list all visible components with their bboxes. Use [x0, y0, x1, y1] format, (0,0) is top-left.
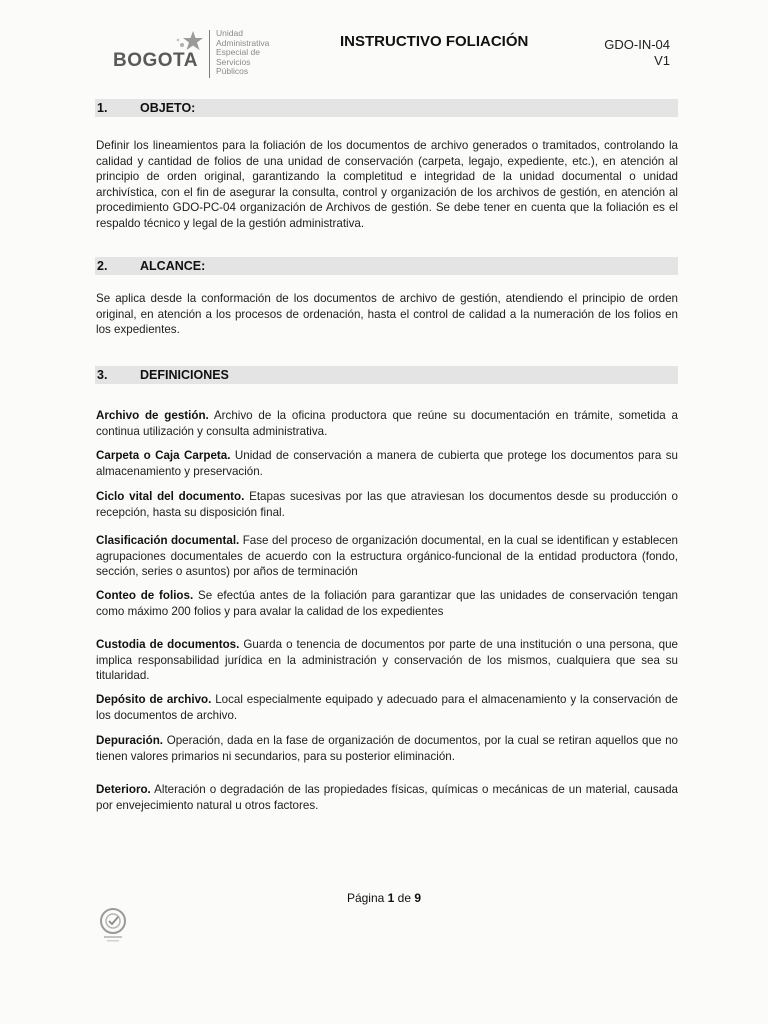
- definition-conteo-de-folios: [96, 588, 678, 619]
- definition-text: Fase del proceso de organización documental, en la cual se identifican y establecen agrupaciones documentales de acuerdo con la estructura orgánico-funcional de la entidad productora (fondo, sección, series o asuntos) por años de terminación: [96, 534, 678, 579]
- section-heading-alcance: [95, 257, 678, 275]
- definition-deterioro: [96, 782, 678, 813]
- bogota-logo: [113, 28, 293, 80]
- definition-term: Depósito de archivo.: [96, 693, 212, 706]
- definition-term: Deterioro.: [96, 783, 151, 796]
- definition-text: Etapas sucesivas por las que atraviesan los documentos desde su producción o recepción, hasta su disposición final.: [96, 490, 679, 519]
- unit-line: Públicos: [216, 66, 249, 77]
- definition-text: Operación, dada en la fase de organización de documentos, por la cual se retiran aquellos que no tienen valores primarios ni secundarios, para su posterior eliminación.: [96, 734, 678, 763]
- definition-term: Custodia de documentos.: [96, 638, 240, 651]
- total-pages: 9: [414, 891, 422, 905]
- definition-term: Conteo de folios.: [96, 589, 194, 602]
- logo-divider: [209, 30, 210, 78]
- section-title: DEFINICIONES: [140, 368, 229, 382]
- definition-depuracion: [96, 733, 678, 764]
- section-heading-objeto: [95, 99, 678, 117]
- definition-text: Unidad de conservación a manera de cubierta que protege los documentos para su almacenamiento y preservación.: [96, 449, 678, 478]
- definition-ciclo-vital: [96, 489, 678, 520]
- page-separator: de: [394, 891, 415, 905]
- definition-carpeta: [96, 448, 678, 479]
- definition-text: Guarda o tenencia de documentos por parte de una institución o una persona, que implica responsabilidad jurídica en la administración y conservación de los mismos, cualquiera que sea su titularidad.: [96, 638, 678, 683]
- definition-term: Archivo de gestión: [96, 409, 206, 422]
- section-number: 2.: [97, 259, 108, 273]
- page-prefix: Página: [346, 891, 388, 905]
- objeto-paragraph: Definir los lineamientos para la foliación de los documentos de archivo generados o tramitados, controlando la calidad y cantidad de folios de una unidad de conservación (carpeta, legajo, expediente, etc.), en atención al principio de orden original, garantizando la completitud e integridad de la unidad documental o unidad archivística, con el fin de asegurar la consulta, control y organización de los archivos de gestión, en atención al procedimiento GDO-PC-04 organización de Archivos de gestión. Se debe tener en cuenta que la foliación es el respaldo técnico y legal de la gestión administrativa.: [96, 139, 678, 230]
- definition-custodia: [96, 637, 678, 684]
- definition-term-separator: .: [205, 409, 209, 422]
- section-title: OBJETO:: [140, 101, 196, 115]
- unit-line: Especial de: [216, 47, 260, 58]
- definition-text: Archivo de la oficina productora que reúne su documentación en trámite, sometida a continua utilización y consulta administrativa.: [96, 409, 678, 438]
- document-version: V1: [654, 53, 670, 68]
- alcance-paragraph: Se aplica desde la conformación de los documentos de archivo de gestión, atendiendo el principio de orden original, en atención a los procesos de ordenación, hasta el control de calidad a la numeración de los folios en los expedientes.: [96, 292, 678, 337]
- definition-term: Carpeta o Caja Carpeta.: [96, 449, 231, 462]
- unit-line: Servicios: [216, 56, 251, 67]
- definition-deposito: [96, 692, 678, 723]
- definition-term: Clasificación documental.: [96, 534, 240, 547]
- current-page: 1: [387, 891, 395, 905]
- unit-line: Administrativa: [216, 37, 270, 48]
- definition-archivo-de-gestion: [96, 408, 678, 439]
- definition-clasificacion: [96, 533, 678, 580]
- document-code-block: [600, 37, 670, 69]
- document-title: INSTRUCTIVO FOLIACIÓN: [340, 33, 529, 50]
- section-number: 1.: [97, 101, 108, 115]
- document-code: GDO-IN-04: [604, 37, 670, 52]
- unit-line: Unidad: [216, 28, 243, 38]
- definition-text: Alteración o degradación de las propiedades físicas, químicas o mecánicas de un material, causada por envejecimiento natural u otros factores.: [96, 783, 678, 812]
- page-number: [0, 891, 768, 905]
- definition-term: Ciclo vital del documento.: [96, 490, 245, 503]
- definition-text: Se efectúa antes de la foliación para garantizar que las unidades de conservación tengan como máximo 200 folios y para avalar la calidad de los expedientes: [96, 589, 678, 618]
- section-number: 3.: [97, 368, 108, 382]
- definition-term: Depuración.: [96, 734, 163, 747]
- logo-wordmark: BOGOTA: [113, 50, 198, 71]
- unit-name: [216, 29, 269, 77]
- section-title: ALCANCE:: [140, 259, 206, 273]
- certification-seal-icon: [95, 905, 131, 945]
- section-heading-definiciones: [95, 366, 678, 384]
- definition-text: Local especialmente equipado y adecuado para el almacenamiento y la conservación de los documentos de archivo.: [96, 693, 678, 722]
